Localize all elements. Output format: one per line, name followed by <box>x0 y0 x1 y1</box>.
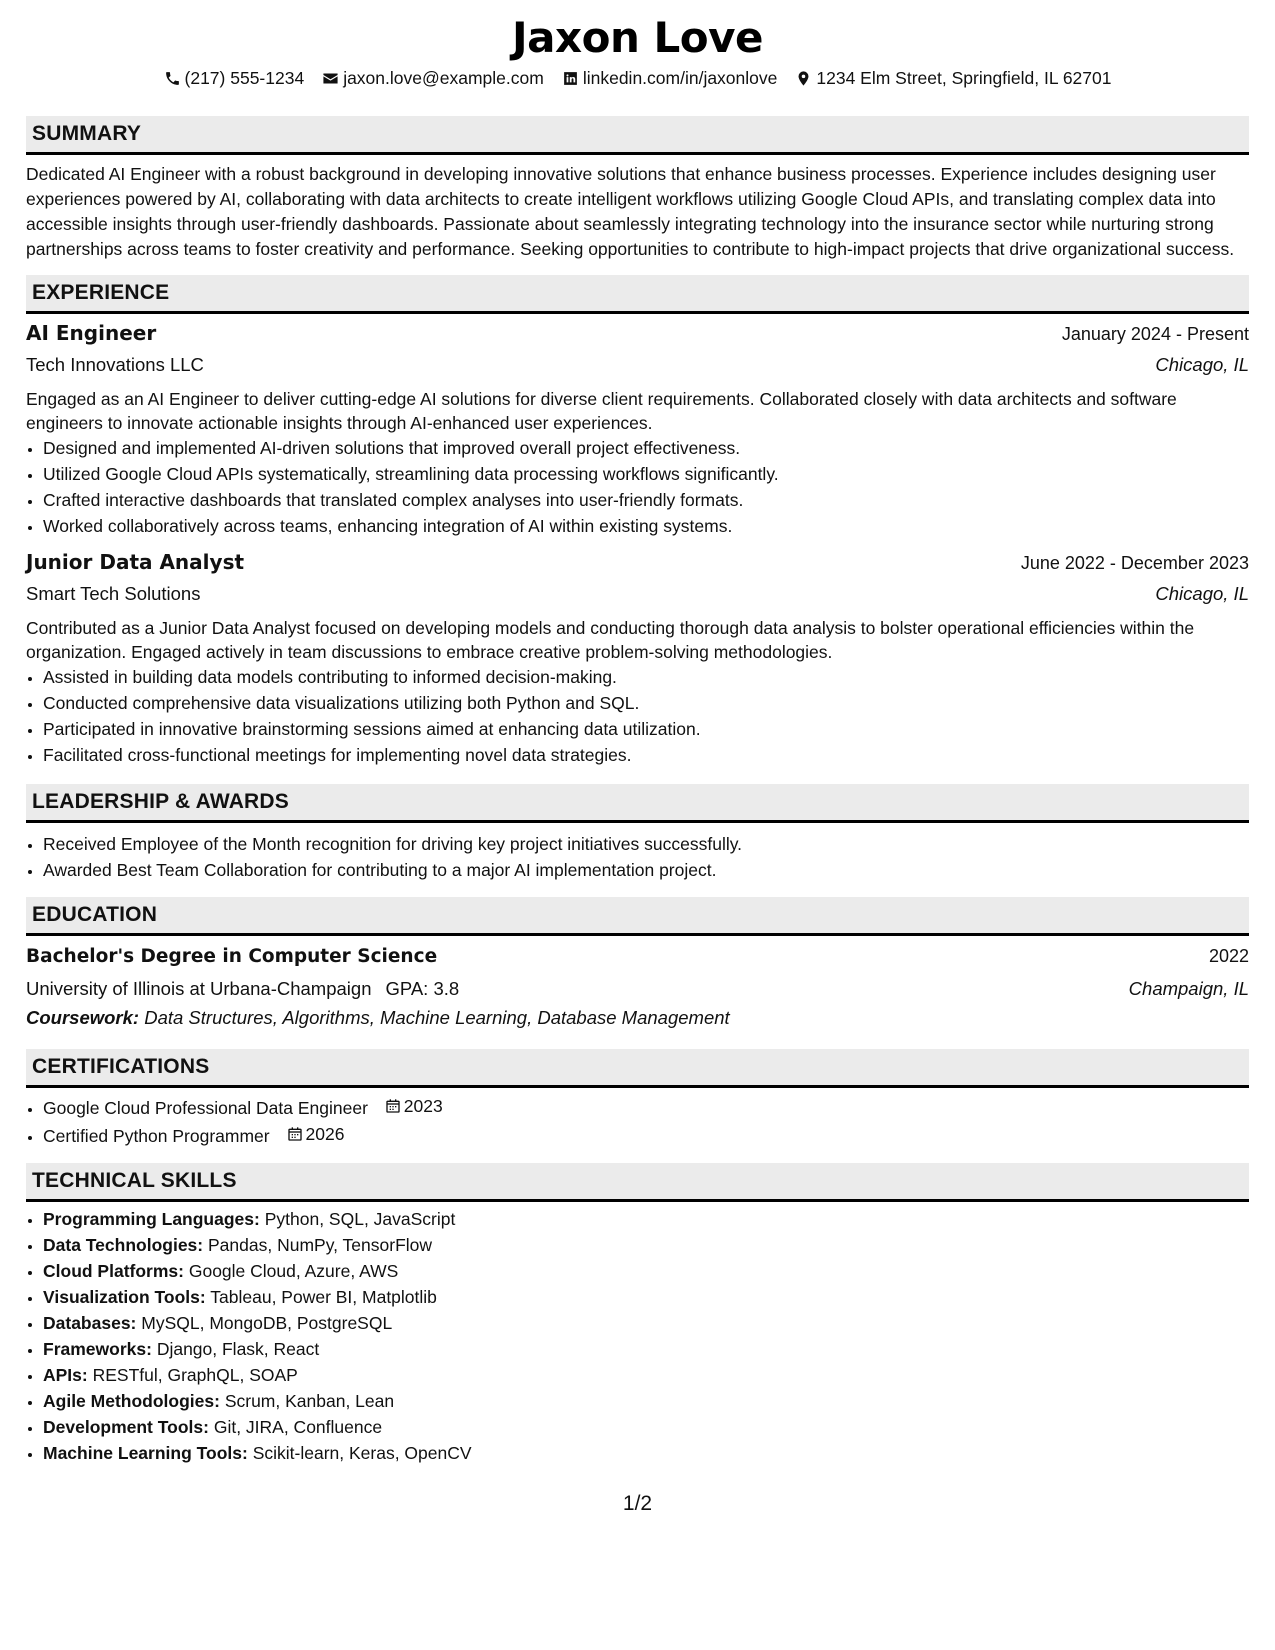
summary-section <box>26 116 1249 261</box>
job-title: AI Engineer <box>26 321 157 346</box>
list-item: • Crafted interactive dashboards that translated complex analyses into user-friendly formats. <box>43 487 1249 513</box>
awards-list <box>26 831 1249 883</box>
company-name: Tech Innovations LLC <box>26 353 204 375</box>
list-item: • Assisted in building data models contributing to informed decision-making. <box>43 664 1249 690</box>
calendar-icon <box>385 1098 401 1114</box>
list-item: • Awarded Best Team Collaboration for contributing to a major AI implementation project. <box>43 857 1249 883</box>
job-location: Chicago, IL <box>1155 353 1249 375</box>
certifications-section <box>26 1049 1249 1149</box>
phone-text: (217) 555-1234 <box>184 68 305 88</box>
list-item: • Utilized Google Cloud APIs systematically, streamlining data processing workflows significantly. <box>43 461 1249 487</box>
skill-label: Development Tools: <box>43 1416 209 1437</box>
summary-text: Dedicated AI Engineer with a robust background in developing innovative solutions that enhance business processes. Experience includes designing user experiences powered by AI, collaborating with data architects to create intelligent workflows utilizing Google Cloud APIs, and translating complex data into accessible insights through user-friendly dashboards. Passionate about seamlessly integrating technology into the insurance sector while nurturing strong partnerships across teams to foster creativity and performance. Seeking opportunities to contribute to high-impact projects that drive organizational success. <box>26 164 1235 259</box>
job-entry <box>26 320 1249 539</box>
list-item <box>43 1310 1249 1336</box>
job-bullets <box>26 664 1249 768</box>
job-description: Engaged as an AI Engineer to deliver cutting-edge AI solutions for diverse client requirements. Collaborated closely with data architects and software engineers to innovate actionable insights through AI-enhanced user experiences. <box>26 389 1177 434</box>
calendar-icon <box>287 1126 303 1142</box>
list-item <box>43 1206 1249 1232</box>
contact-phone[interactable] <box>164 66 305 90</box>
leadership-section <box>26 784 1249 883</box>
list-item <box>43 1362 1249 1388</box>
section-heading: EXPERIENCE <box>26 275 1249 314</box>
skill-label: Databases: <box>43 1312 137 1333</box>
section-heading: TECHNICAL SKILLS <box>26 1163 1249 1202</box>
skill-value: Scrum, Kanban, Lean <box>224 1390 395 1411</box>
job-title: Junior Data Analyst <box>26 550 245 575</box>
list-item <box>43 1284 1249 1310</box>
job-bullets <box>26 435 1249 539</box>
list-item <box>43 1336 1249 1362</box>
linkedin-text: linkedin.com/in/jaxonlove <box>582 68 778 88</box>
skill-label: Cloud Platforms: <box>43 1260 184 1281</box>
cert-year: 2023 <box>403 1095 443 1116</box>
email-text: jaxon.love@example.com <box>343 68 544 88</box>
job-entry <box>26 549 1249 768</box>
job-dates: January 2024 - Present <box>1061 324 1249 345</box>
list-item <box>43 1258 1249 1284</box>
section-heading: EDUCATION <box>26 897 1249 936</box>
candidate-name: Jaxon Love <box>512 13 763 62</box>
skill-label: Frameworks: <box>43 1338 152 1359</box>
skill-label: Programming Languages: <box>43 1208 260 1229</box>
company-name: Smart Tech Solutions <box>26 582 201 604</box>
list-item <box>43 1121 1249 1149</box>
skill-value: Pandas, NumPy, TensorFlow <box>208 1234 433 1255</box>
section-heading: SUMMARY <box>26 116 1249 155</box>
skill-label: Visualization Tools: <box>43 1286 206 1307</box>
map-pin-icon <box>795 70 812 87</box>
education-section <box>26 897 1249 1031</box>
list-item <box>43 1093 1249 1121</box>
list-item: • Worked collaboratively across teams, enhancing integration of AI within existing systems. <box>43 513 1249 539</box>
linkedin-icon <box>562 70 579 87</box>
skill-label: Data Technologies: <box>43 1234 204 1255</box>
coursework-label: Coursework: <box>26 1007 140 1029</box>
skill-value: Django, Flask, React <box>156 1338 320 1359</box>
list-item <box>43 1388 1249 1414</box>
skill-value: RESTful, GraphQL, SOAP <box>92 1364 298 1385</box>
contact-email[interactable] <box>322 66 544 90</box>
list-item: • Designed and implemented AI-driven solutions that improved overall project effectiveness. <box>43 435 1249 461</box>
skills-section <box>26 1163 1249 1466</box>
skill-value: Tableau, Power BI, Matplotlib <box>210 1286 437 1307</box>
phone-icon <box>164 70 181 87</box>
contact-linkedin[interactable] <box>562 66 778 90</box>
skill-value: MySQL, MongoDB, PostgreSQL <box>141 1312 393 1333</box>
school-name: University of Illinois at Urbana-Champaign <box>26 977 372 999</box>
skill-label: Machine Learning Tools: <box>43 1442 248 1463</box>
job-dates: June 2022 - December 2023 <box>1020 553 1249 574</box>
skill-label: Agile Methodologies: <box>43 1390 220 1411</box>
school-location: Champaign, IL <box>1128 977 1249 999</box>
graduation-year: 2022 <box>1208 946 1249 967</box>
list-item <box>43 1414 1249 1440</box>
experience-section <box>26 275 1249 768</box>
envelope-icon <box>322 70 339 87</box>
contact-bar <box>26 66 1249 90</box>
address-text: 1234 Elm Street, Springfield, IL 62701 <box>816 68 1112 88</box>
contact-address <box>795 66 1111 90</box>
list-item: • Conducted comprehensive data visualizations utilizing both Python and SQL. <box>43 690 1249 716</box>
skill-value: Scikit-learn, Keras, OpenCV <box>252 1442 472 1463</box>
list-item: • Facilitated cross-functional meetings for implementing novel data strategies. <box>43 742 1249 768</box>
list-item: • Participated in innovative brainstorming sessions aimed at enhancing data utilization. <box>43 716 1249 742</box>
section-heading: CERTIFICATIONS <box>26 1049 1249 1088</box>
cert-list <box>26 1093 1249 1149</box>
section-heading: LEADERSHIP & AWARDS <box>26 784 1249 823</box>
cert-year: 2026 <box>305 1123 345 1144</box>
job-location: Chicago, IL <box>1155 582 1249 604</box>
skill-value: Python, SQL, JavaScript <box>264 1208 456 1229</box>
skill-label: APIs: <box>43 1364 88 1385</box>
degree-title: Bachelor's Degree in Computer Science <box>26 946 438 968</box>
list-item <box>43 1232 1249 1258</box>
resume-content <box>26 12 1249 1466</box>
list-item: • Received Employee of the Month recognition for driving key project initiatives successfully. <box>43 831 1249 857</box>
page-number: 1/2 <box>622 1492 653 1515</box>
skill-value: Google Cloud, Azure, AWS <box>188 1260 399 1281</box>
cert-name: Certified Python Programmer <box>43 1125 270 1146</box>
skill-value: Git, JIRA, Confluence <box>213 1416 383 1437</box>
coursework-list: Data Structures, Algorithms, Machine Learning, Database Management <box>144 1007 730 1029</box>
job-description: Contributed as a Junior Data Analyst focused on developing models and conducting thorough data analysis to bolster operational efficiencies within the organization. Engaged actively in team discussions to embrace creative problem-solving methodologies. <box>26 618 1195 663</box>
cert-name: Google Cloud Professional Data Engineer <box>43 1097 368 1118</box>
skills-list <box>26 1206 1249 1466</box>
list-item <box>43 1440 1249 1466</box>
coursework <box>26 1005 1249 1031</box>
gpa: GPA: 3.8 <box>385 977 460 999</box>
